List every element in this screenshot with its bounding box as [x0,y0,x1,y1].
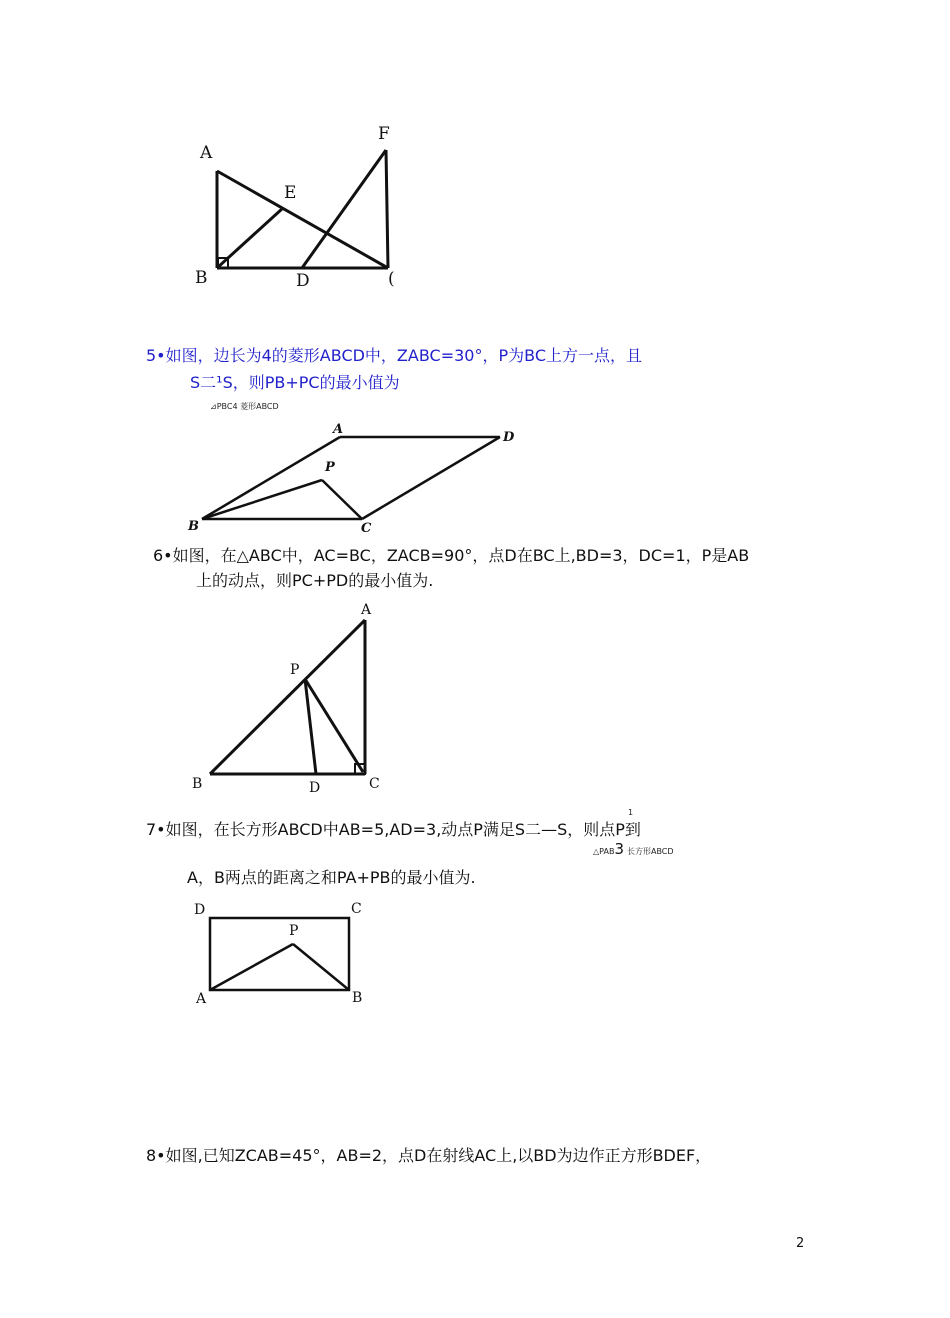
fig1-label-c: ( [388,269,395,289]
fig3-label-b: B [192,776,203,792]
fig1-label-b: B [195,268,208,288]
fig4-label-d: D [194,902,206,918]
fig4-segment-pb [293,944,349,990]
q5-line-1: 5•如图，边长为4的菱形ABCD中，ZABC=30°，P为BC上方一点，且 [146,346,642,365]
fig1-label-f: F [378,124,390,144]
q5-line-3: ⊿PBC4 菱形ABCD [210,402,279,411]
fig4-label-a: A [196,991,207,1007]
page-number: 2 [796,1236,805,1251]
fig2-label-p: P [325,460,335,475]
q7-line-2: A，B两点的距离之和PA+PB的最小值为. [187,868,476,887]
fig4-label-c: C [351,901,362,917]
q7-tick-mark: 1 [628,808,634,817]
fig1-label-a: A [200,143,213,163]
q7-sub-num: 3 [614,840,624,858]
q6-line-2: 上的动点，则PC+PD的最小值为. [196,571,434,590]
q6-line-1: 6•如图，在△ABC中，AC=BC，ZACB=90°，点D在BC上,BD=3，DC=1，P是AB [153,546,750,565]
fig2-label-b: B [188,519,199,534]
q7-sub-left: △PAB [593,847,615,856]
fig2-label-c: C [361,521,372,536]
q5-line-2: S二¹S，则PB+PC的最小值为 [190,373,400,392]
fig1-label-d: D [296,271,310,291]
q8-line-1: 8•如图,已知ZCAB=45°，AB=2，点D在射线AC上,以BD为边作正方形BDEF， [146,1146,712,1165]
q7-line-1: 7•如图，在长方形ABCD中AB=5,AD=3,动点P满足S二—S，则点P到 [146,820,641,839]
fig3-label-d: D [309,780,321,796]
q7-sub-right: 长方形ABCD [626,847,674,856]
fig4-segment-ap [210,944,293,990]
fig2-label-a: A [333,422,344,437]
fig1-label-e: E [284,183,297,203]
fig3-label-p: P [290,662,300,678]
fig3-label-a: A [361,602,372,618]
fig4-label-p: P [289,923,299,939]
fig4-label-b: B [352,990,363,1006]
fig3-label-c: C [369,776,380,792]
fig2-label-d: D [503,430,515,445]
